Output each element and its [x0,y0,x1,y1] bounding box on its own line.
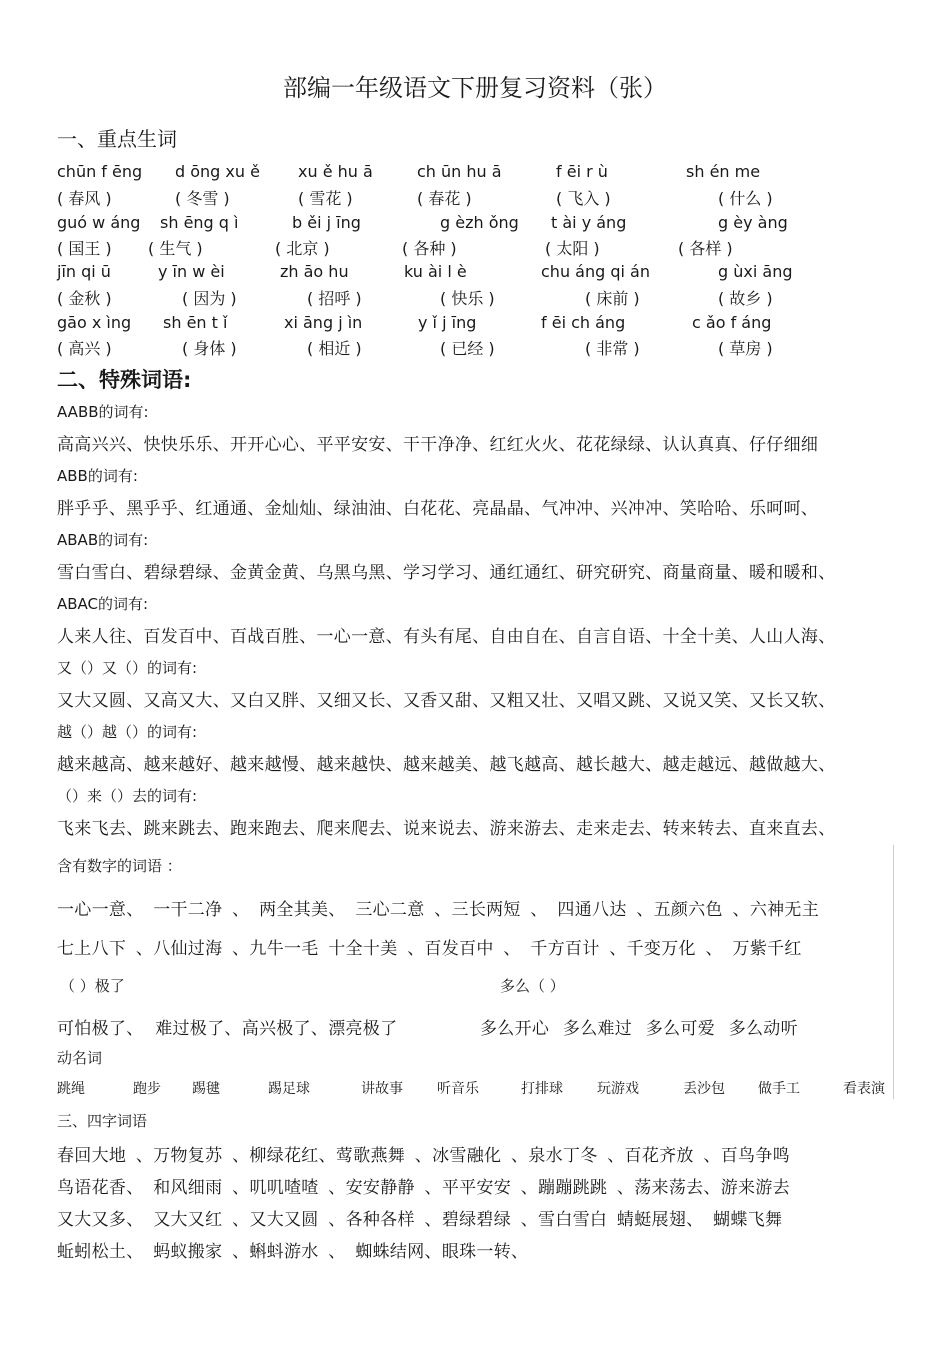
word-cell: ( 招呼 ) [307,289,362,308]
four-char-line: 春回大地 、万物复苏 、柳绿花红、莺歌燕舞 、冰雪融化 、泉水丁冬 、百花齐放 、百鸟争鸣 [57,1146,790,1166]
group-label-yue-yue: 越（）越（）的词有: [57,723,198,741]
word-cell: ( 金秋 ) [57,289,112,308]
group-words-abab: 雪白雪白、碧绿碧绿、金黄金黄、乌黑乌黑、学习学习、通红通红、研究研究、商量商量、暖和暖和、 [57,563,836,583]
numbers-row-1: 一心一意、 一干二净 、 两全其美、 三心二意 、三长两短 、 四通八达 、五颜六色 、六神无主 [57,900,820,920]
dongming-item: 跑步 [133,1081,161,1097]
group-label-you-you: 又（）又（）的词有: [57,659,198,677]
section-heading-four-char: 三、四字词语 [57,1112,148,1130]
dongming-item: 看表演 [843,1081,885,1097]
group-words-lai-qu: 飞来飞去、跳来跳去、跑来跑去、爬来爬去、说来说去、游来游去、走来走去、转来转去、直来直去、 [57,819,836,839]
pinyin-cell: xi āng j ìn [284,313,363,332]
group-words-yue-yue: 越来越高、越来越好、越来越慢、越来越快、越来越美、越飞越高、越长越大、越走越远、越做越大、 [57,755,836,775]
pinyin-cell: y ǐ j īng [418,313,477,332]
pinyin-cell: b ěi j īng [292,213,361,232]
word-cell: ( 雪花 ) [298,189,353,208]
word-cell: ( 已经 ) [440,339,495,358]
duome-label: 多么（ ） [500,977,565,995]
word-cell: ( 身体 ) [182,339,237,358]
word-cell: ( 什么 ) [718,189,773,208]
pinyin-cell: c ǎo f áng [692,313,772,332]
pinyin-cell: sh ēng q ì [160,213,239,232]
word-cell: ( 床前 ) [585,289,640,308]
section-heading-special-words: 二、特殊词语: [57,368,192,392]
pinyin-cell: ch ūn hu ā [417,162,502,181]
group-label-abb: ABB的词有: [57,467,138,485]
word-cell: ( 冬雪 ) [175,189,230,208]
numbers-label: 含有数字的词语 ： [57,857,182,875]
pinyin-cell: chu áng qi án [541,262,650,281]
section-heading-key-words: 一、重点生词 [57,127,177,151]
dongming-item: 做手工 [758,1081,800,1097]
pinyin-cell: g èy àng [718,213,788,232]
jile-words: 可怕极了、 难过极了、高兴极了、漂亮极了 [57,1019,398,1039]
pinyin-cell: sh én me [686,162,761,181]
dongming-label: 动名词 [57,1049,103,1067]
group-words-you-you: 又大又圆、又高又大、又白又胖、又细又长、又香又甜、又粗又壮、又唱又跳、又说又笑、又长又软、 [57,691,836,711]
dongming-item: 讲故事 [361,1081,403,1097]
duome-words: 多么开心 多么难过 多么可爱 多么动听 [480,1019,798,1039]
word-cell: ( 非常 ) [585,339,640,358]
group-label-lai-qu: （）来（）去的词有: [57,787,198,805]
group-label-abac: ABAC的词有: [57,595,149,613]
four-char-line: 又大又多、 又大又红 、又大又圆 、各种各样 、碧绿碧绿 、雪白雪白 蜻蜓展翅、 蝴蝶飞舞 [57,1210,783,1230]
pinyin-cell: gāo x ìng [57,313,132,332]
word-cell: ( 国王 ) [57,239,112,258]
pinyin-cell: jīn qi ū [57,262,111,281]
pinyin-cell: g ùxi āng [718,262,793,281]
word-cell: ( 生气 ) [148,239,203,258]
dongming-item: 玩游戏 [597,1081,639,1097]
pinyin-cell: t ài y áng [551,213,627,232]
pinyin-cell: g èzh ǒng [440,213,519,232]
word-cell: ( 故乡 ) [718,289,773,308]
group-label-aabb: AABB的词有: [57,403,149,421]
jile-label: （ ）极了 [60,977,125,995]
word-cell: ( 各样 ) [678,239,733,258]
word-cell: ( 各种 ) [402,239,457,258]
dongming-item: 打排球 [521,1081,563,1097]
pinyin-cell: guó w áng [57,213,141,232]
pinyin-cell: zh āo hu [280,262,349,281]
pinyin-cell: ku ài l è [404,262,467,281]
group-label-abab: ABAB的词有: [57,531,149,549]
pinyin-cell: y īn w èi [158,262,225,281]
group-words-abb: 胖乎乎、黑乎乎、红通通、金灿灿、绿油油、白花花、亮晶晶、气冲冲、兴冲冲、笑哈哈、乐呵呵、 [57,499,819,519]
pinyin-cell: f ēi r ù [556,162,608,181]
dongming-item: 踢足球 [268,1081,310,1097]
word-cell: ( 飞入 ) [556,189,611,208]
dongming-item: 听音乐 [437,1081,479,1097]
pinyin-cell: xu ě hu ā [298,162,373,181]
four-char-line: 鸟语花香、 和风细雨 、叽叽喳喳 、安安静静 、平平安安 、蹦蹦跳跳 、荡来荡去、游来游去 [57,1178,790,1198]
word-cell: ( 北京 ) [275,239,330,258]
word-cell: ( 高兴 ) [57,339,112,358]
word-cell: ( 草房 ) [718,339,773,358]
dongming-item: 丢沙包 [683,1081,725,1097]
numbers-row-2: 七上八下 、八仙过海 、九牛一毛 十全十美 、百发百中 、 千方百计 、千变万化 、 万紫千红 [57,939,802,959]
pinyin-cell: chūn f ēng [57,162,143,181]
group-words-abac: 人来人往、百发百中、百战百胜、一心一意、有头有尾、自由自在、自言自语、十全十美、人山人海、 [57,627,836,647]
pinyin-cell: f ēi ch áng [541,313,626,332]
word-cell: ( 春风 ) [57,189,112,208]
word-cell: ( 相近 ) [307,339,362,358]
word-cell: ( 因为 ) [182,289,237,308]
word-cell: ( 太阳 ) [545,239,600,258]
pinyin-cell: d ōng xu ě [175,162,260,181]
group-words-aabb: 高高兴兴、快快乐乐、开开心心、平平安安、干干净净、红红火火、花花绿绿、认认真真、仔仔细细 [57,435,819,455]
four-char-line: 蚯蚓松土、 蚂蚁搬家 、蝌蚪游水 、 蜘蛛结网、眼珠一转、 [57,1242,529,1262]
boxed-area [55,845,894,1099]
word-cell: ( 快乐 ) [440,289,495,308]
page-title: 部编一年级语文下册复习资料（张） [283,74,667,102]
dongming-item: 跳绳 [57,1081,85,1097]
word-cell: ( 春花 ) [417,189,472,208]
dongming-item: 踢毽 [192,1081,220,1097]
pinyin-cell: sh ēn t ǐ [163,313,228,332]
